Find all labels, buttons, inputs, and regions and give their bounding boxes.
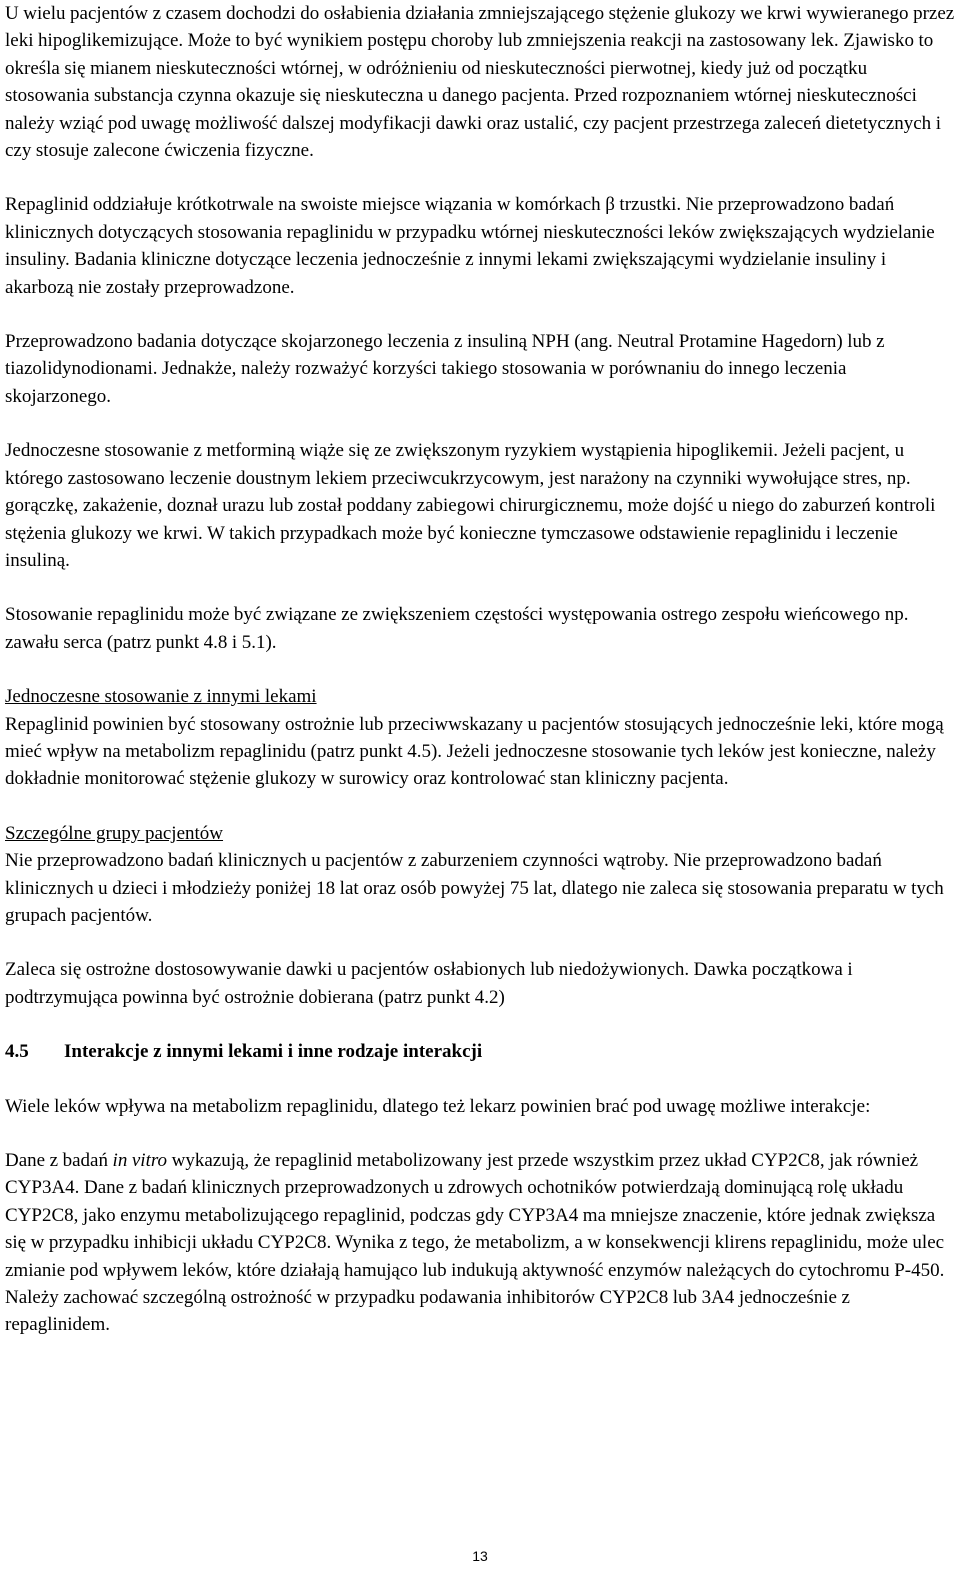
section-number: 4.5 [5,1041,29,1063]
subsection-special-populations [5,820,955,930]
section-title: Interakcje z innymi lekami i inne rodzaje interakcji [64,1041,483,1063]
paragraph-metformin-stress: Jednoczesne stosowanie z metforminą wiąże się ze zwiększonym ryzykiem wystąpienia hipoglikemii. Jeżeli pacjent, u którego zastosowano leczenie doustnym lekiem przeciwcukrzycowym, jest narażony na czynniki wywołujące stres, np. gorączkę, zakażenie, doznał urazu lub został poddany zabiegowi chirurgicznemu, może dojść u niego do zaburzeń kontroli stężenia glukozy we krwi. W takich przypadkach może być konieczne tymczasowe odstawienie repaglinidu i leczenie insuliną. [5,440,936,571]
paragraph-repaglinide-action: Repaglinid oddziałuje krótkotrwale na swoiste miejsce wiązania w komórkach β trzustki. Nie przeprowadzono badań klinicznych dotyczących stosowania repaglinidu w przypadku wtórnej nieskuteczności leków zwiększających wydzielanie insuliny. Badania kliniczne dotyczące leczenia jednocześnie z innymi lekami zwiększającymi wydzielanie insuliny i akarbozą nie zostały przeprowadzone. [5,194,935,298]
in-vitro-italic: in vitro [112,1150,168,1171]
subsection-concomitant-use [5,683,955,793]
section-heading-interactions [5,1038,955,1065]
paragraph-dose-adjustment: Zaleca się ostrożne dostosowywanie dawki u pacjentów osłabionych lub niedożywionych. Dawka początkowa i podtrzymująca powinna być ostrożnie dobierana (patrz punkt 4.2) [5,959,853,1008]
paragraph-secondary-failure: U wielu pacjentów z czasem dochodzi do osłabienia działania zmniejszającego stężenie glukozy we krwi wywieranego przez leki hipoglikemizujące. Może to być wynikiem postępu choroby lub zmniejszenia reakcji na zastosowany lek. Zjawisko to określa się mianem nieskuteczności wtórnej, w odróżnieniu od nieskuteczności pierwotnej, kiedy już od początku stosowania substancja czynna okazuje się nieskuteczna u danego pacjenta. Przed rozpoznaniem wtórnej nieskuteczności należy wziąć pod uwagę możliwość dalszej modyfikacji dawki oraz ustalić, czy pacjent przestrzega zaleceń dietetycznych i czy stosuje zalecone ćwiczenia fizyczne. [5,3,955,162]
paragraph-combination-therapy: Przeprowadzono badania dotyczące skojarzonego leczenia z insuliną NPH (ang. Neutral Protamine Hagedorn) lub z tiazolidynodionami. Jednakże, należy rozważyć korzyści takiego stosowania w porównaniu do innego leczenia skojarzonego. [5,331,885,407]
page-number: 13 [472,1548,488,1564]
paragraph-special-populations: Nie przeprowadzono badań klinicznych u pacjentów z zaburzeniem czynności wątroby. Nie przeprowadzono badań klinicznych u dzieci i młodzieży poniżej 18 lat oraz osób powyżej 75 lat, dlatego nie zaleca się stosowania preparatu w tych grupach pacjentów. [5,850,944,926]
cyp-text-rest: wykazują, że repaglinid metabolizowany jest przede wszystkim przez układ CYP2C8, jak również CYP3A4. Dane z badań klinicznych przeprowadzonych u zdrowych ochotników potwierdzają dominującą rolę układu CYP2C8, jako enzymu metabolizującego repaglinid, podczas gdy CYP3A4 ma mniejsze znaczenie, które jednak zwiększa się w przypadku inhibicji układu CYP2C8. Wynika z tego, że metabolizm, a w konsekwencji klirens repaglinidu, może ulec zmianie pod wpływem leków, które działają hamująco lub indukują aktywność enzymów należących do cytochromu P-450. Należy zachować szczególną ostrożność w przypadku podawania inhibitorów CYP2C8 lub 3A4 jednocześnie z repaglinidem. [5,1150,945,1336]
document-page [5,0,955,1339]
paragraph-concomitant-use: Repaglinid powinien być stosowany ostrożnie lub przeciwwskazany u pacjentów stosujących jednocześnie leki, które mogą mieć wpływ na metabolizm repaglinidu (patrz punkt 4.5). Jeżeli jednoczesne stosowanie tych leków jest konieczne, należy dokładnie monitorować stężenie glukozy w surowicy oraz kontrolować stan kliniczny pacjenta. [5,713,944,790]
subsection-heading-concomitant-use: Jednoczesne stosowanie z innymi lekami [5,686,317,708]
subsection-heading-special-populations: Szczególne grupy pacjentów [5,822,224,844]
cyp-text-prefix: Dane z badań [5,1150,113,1171]
paragraph-coronary-syndrome: Stosowanie repaglinidu może być związane ze zwiększeniem częstości występowania ostrego zespołu wieńcowego np. zawału serca (patrz punkt 4.8 i 5.1). [5,604,909,653]
paragraph-interactions-intro: Wiele leków wpływa na metabolizm repaglinidu, dlatego też lekarz powinien brać pod uwagę możliwe interakcje: [5,1095,871,1117]
paragraph-cyp-metabolism [5,1147,955,1339]
